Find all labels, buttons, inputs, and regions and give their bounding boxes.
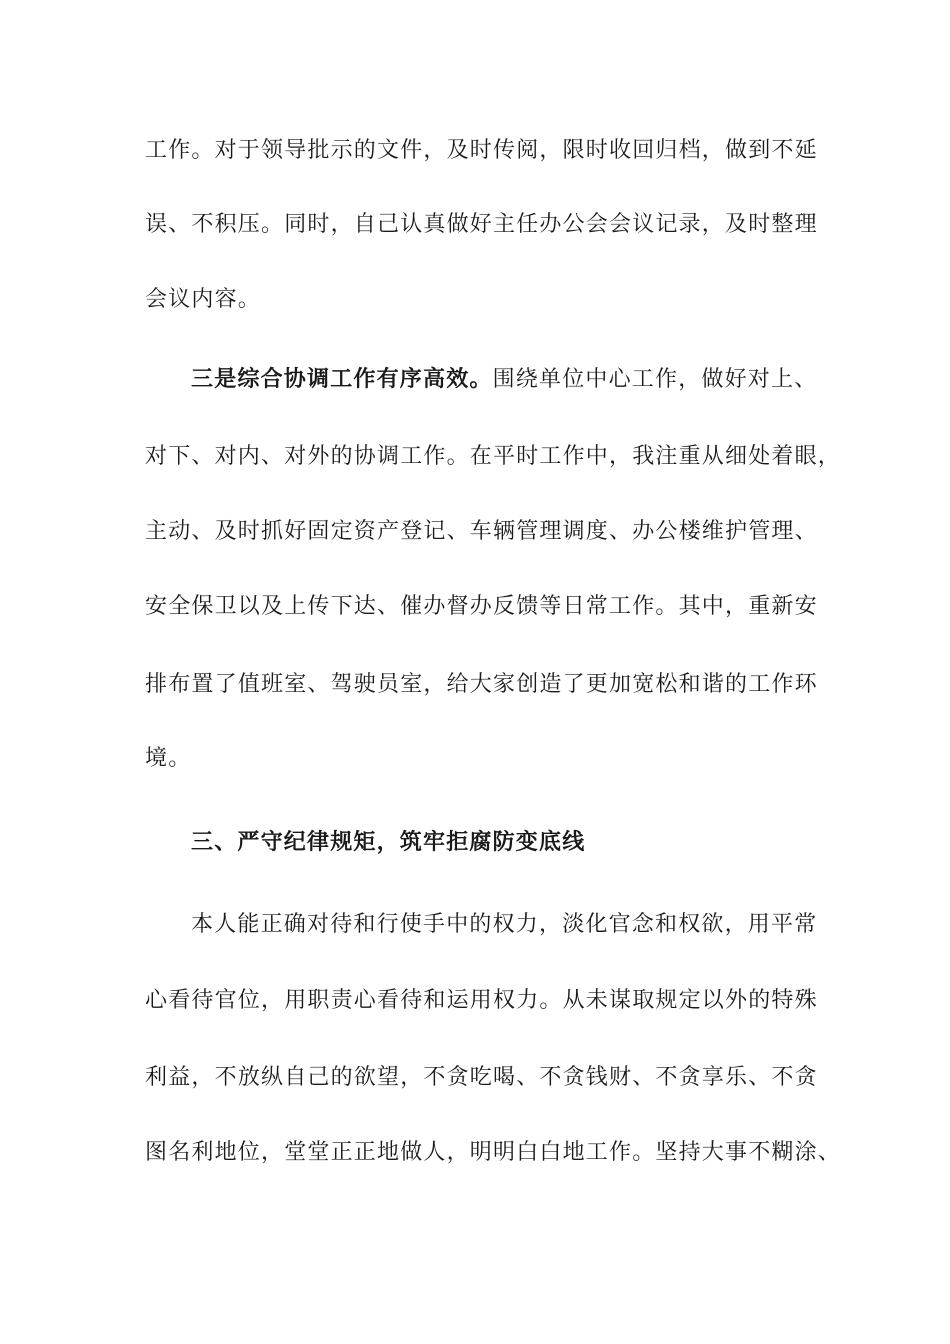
- paragraph-2-line-1: [191, 364, 817, 395]
- paragraph-1-line-2: 误、不积压。同时，自己认真做好主任办公会会议记录，及时整理: [145, 212, 818, 237]
- paragraph-2-line-5: 排布置了值班室、驾驶员室，给大家创造了更加宽松和谐的工作环: [145, 672, 818, 697]
- paragraph-2-lead-text: 围绕单位中心工作，做好对上、: [492, 367, 818, 392]
- paragraph-2-line-3: 主动、及时抓好固定资产登记、车辆管理调度、办公楼维护管理、: [145, 519, 818, 544]
- paragraph-2-line-2: 对下、对内、对外的协调工作。在平时工作中，我注重从细处着眼，: [145, 444, 842, 469]
- paragraph-3-line-2: 心看待官位，用职责心看待和运用权力。从未谋取规定以外的特殊: [145, 988, 818, 1013]
- paragraph-1-line-3: 会议内容。: [145, 287, 262, 312]
- paragraph-1-line-1: 工作。对于领导批示的文件，及时传阅，限时收回归档，做到不延: [145, 138, 818, 163]
- paragraph-3-line-4: 图名利地位，堂堂正正地做人，明明白白地工作。坚持大事不糊涂、: [145, 1140, 842, 1165]
- paragraph-2-line-6: 境。: [145, 746, 192, 771]
- paragraph-2-line-4: 安全保卫以及上传下达、催办督办反馈等日常工作。其中，重新安: [145, 594, 818, 619]
- paragraph-3-line-1: 本人能正确对待和行使手中的权力，淡化官念和权欲，用平常: [191, 912, 818, 937]
- section-heading: 三、严守纪律规矩，筑牢拒腐防变底线: [191, 829, 586, 855]
- paragraph-2-lead-heading: 三是综合协调工作有序高效。: [191, 366, 493, 392]
- paragraph-3-line-3: 利益，不放纵自己的欲望，不贪吃喝、不贪钱财、不贪享乐、不贪: [145, 1065, 818, 1090]
